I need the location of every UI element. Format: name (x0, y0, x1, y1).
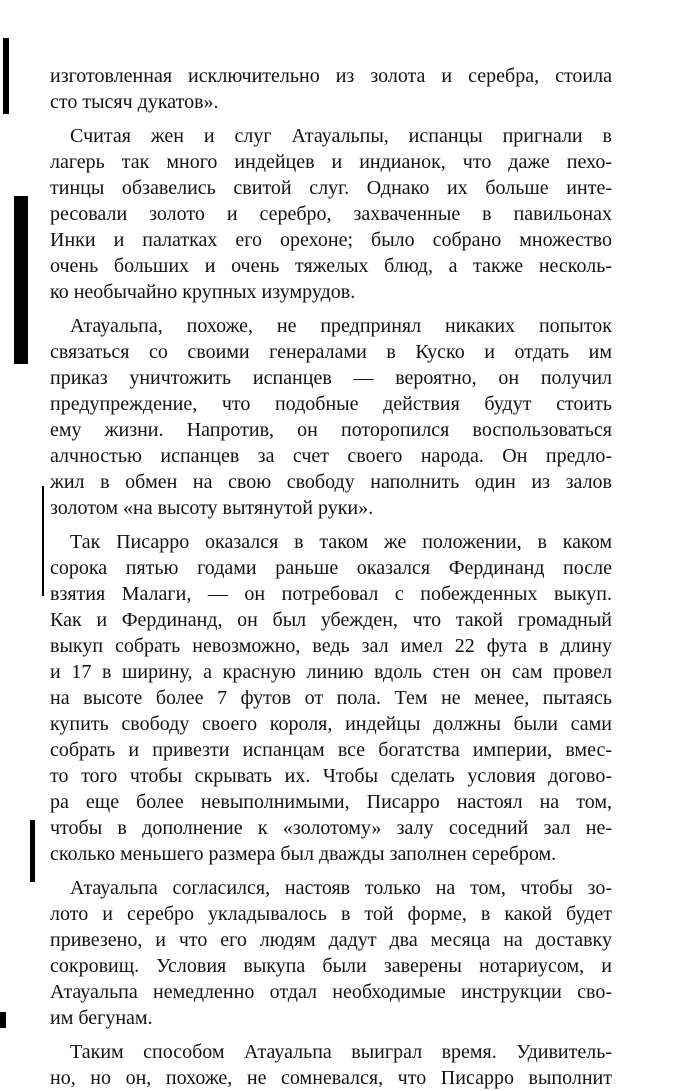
scan-mark-top (3, 38, 9, 114)
text-line: ему жизни. Напротив, он поторопился воспользоваться (50, 419, 612, 441)
text-line: Инки и палатках его орехоне; было собрано множество (50, 229, 612, 251)
text-line: предупреждение, что подобные действия будут стоить (50, 393, 612, 415)
text-line: и 17 в ширину, а красную линию вдоль стен он сам провел (50, 661, 612, 683)
text-line: алчностью испанцев за счет своего народа. Он предло- (50, 445, 612, 467)
text-line: сорока пятью годами раньше оказался Фердинанд после (50, 557, 612, 579)
text-line: сколько меньшего размера был дважды заполнен серебром. (50, 843, 557, 865)
text-line: лото и серебро укладывалось в той форме, в какой будет (50, 903, 612, 925)
text-line: изготовленная исключительно из золота и серебра, стоила (50, 65, 612, 87)
text-line: Так Писарро оказался в таком же положении, в каком (70, 531, 612, 553)
paragraph-6 (50, 1039, 612, 1091)
paragraph-3 (50, 313, 612, 521)
text-line: Атауальпа согласился, настояв только на том, чтобы зо- (70, 877, 612, 899)
text-line: на высоте более 7 футов от пола. Тем не менее, пытаясь (50, 687, 612, 709)
text-line: сто тысяч дукатов». (50, 91, 219, 113)
text-line: Атауальпа, похоже, не предпринял никаких попыток (70, 315, 612, 337)
paragraph-2 (50, 123, 612, 305)
text-line: взятия Малаги, — он потребовал с побежденных выкуп. (50, 583, 612, 605)
text-line: ко необычайно крупных изумрудов. (50, 281, 356, 303)
text-line: приказ уничтожить испанцев — вероятно, он получил (50, 367, 612, 389)
text-line: ресовали золото и серебро, захваченные в павильонах (50, 203, 612, 225)
scan-mark-thin (42, 486, 44, 596)
text-line: Считая жен и слуг Атауальпы, испанцы пригнали в (70, 125, 612, 147)
text-line: Таким способом Атауальпа выиграл время. Удивитель- (70, 1041, 612, 1063)
paragraph-4 (50, 529, 612, 867)
text-line: золотом «на высоту вытянутой руки». (50, 497, 374, 519)
text-line: привезено, и что его людям дадут два месяца на доставку (50, 929, 612, 951)
text-line: сокровищ. Условия выкупа были заверены нотариусом, и (50, 955, 612, 977)
text-line: выкуп собрать невозможно, ведь зал имел 22 фута в длину (50, 635, 612, 657)
text-line: им бегунам. (50, 1007, 153, 1029)
text-line: связаться со своими генералами в Куско и отдать им (50, 341, 612, 363)
text-line: собрать и привезти испанцам все богатства империи, вмес- (50, 739, 612, 761)
text-line: чтобы в дополнение к «золотому» залу соседний зал не- (50, 817, 612, 839)
text-line: ра еще более невыполнимыми, Писарро настоял на том, (50, 791, 612, 813)
text-line: купить свободу своего короля, индейцы должны были сами (50, 713, 612, 735)
scan-mark-corner (0, 1012, 6, 1028)
text-line: тинцы обзавелись свитой слуг. Однако их больше инте- (50, 177, 612, 199)
paragraph-5 (50, 875, 612, 1031)
text-line: лагерь так много индейцев и индианок, что даже пехо- (50, 151, 612, 173)
scan-mark-bottom (30, 820, 35, 882)
text-line: Атауальпа немедленно отдал необходимые инструкции сво- (50, 981, 612, 1003)
paragraph-1 (50, 63, 612, 115)
text-line: Как и Фердинанд, он был убежден, что такой громадный (50, 609, 612, 631)
text-line: но, но он, похоже, не сомневался, что Писарро выполнит (50, 1067, 612, 1089)
body-text (50, 63, 612, 1091)
text-line: очень больших и очень тяжелых блюд, а также несколь- (50, 255, 612, 277)
scan-mark-middle (14, 196, 28, 364)
text-line: то того чтобы скрывать их. Чтобы сделать условия догово- (50, 765, 612, 787)
text-line: жил в обмен на свою свободу наполнить один из залов (50, 471, 612, 493)
